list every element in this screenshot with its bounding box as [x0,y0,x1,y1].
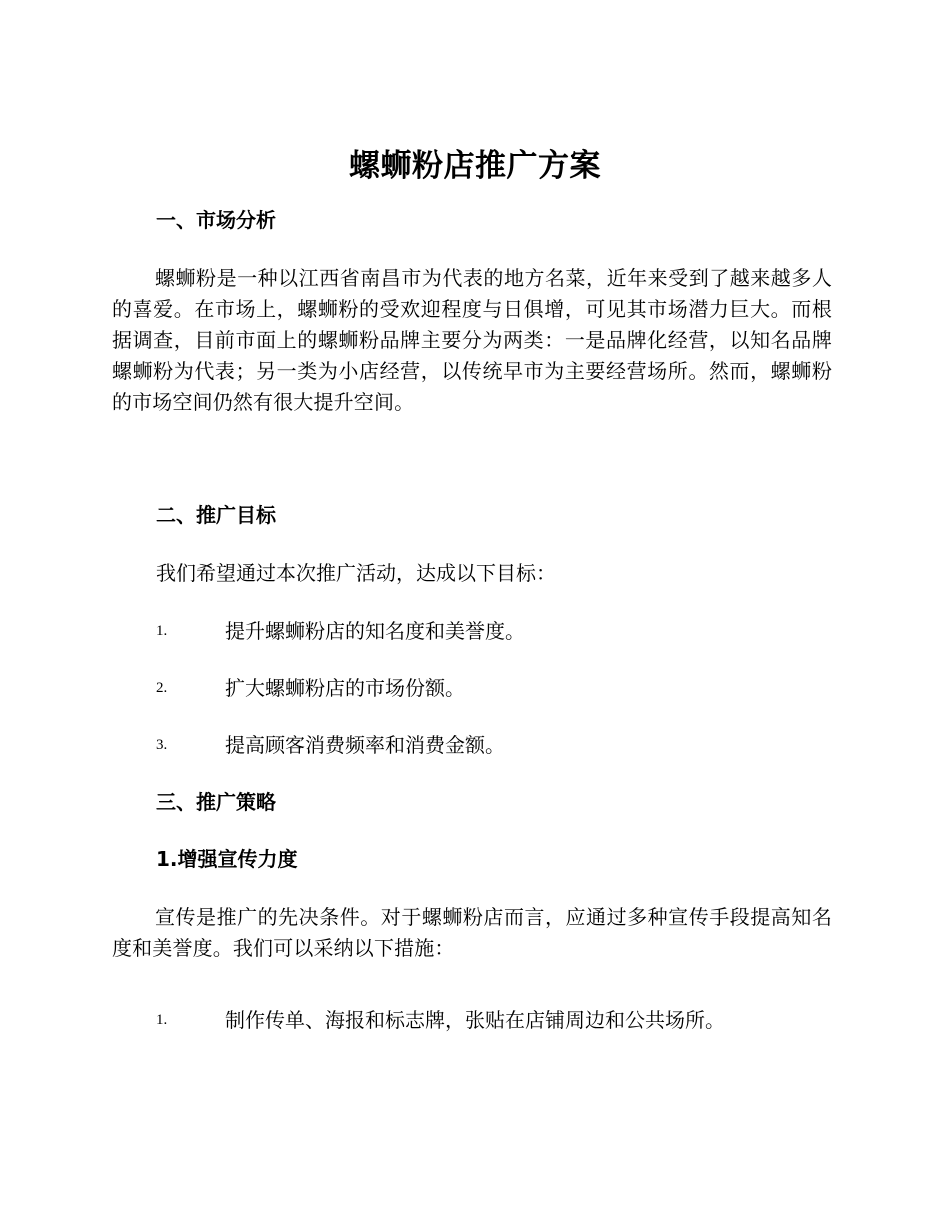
subheading-publicity: 1.增强宣传力度 [156,847,298,871]
list-text: 扩大螺蛳粉店的市场份额。 [225,676,465,700]
list-text: 提升螺蛳粉店的知名度和美誉度。 [225,619,525,643]
goal-list-item [156,730,836,760]
list-number: 2. [156,680,168,696]
list-text: 提高顾客消费频率和消费金额。 [225,733,505,757]
goal-list-item [156,616,836,646]
list-number: 3. [156,737,168,753]
market-analysis-paragraph: 螺蛳粉是一种以江西省南昌市为代表的地方名菜，近年来受到了越来越多人的喜爱。在市场上，螺蛳粉的受欢迎程度与日俱增，可见其市场潜力巨大。而根据调查，目前市面上的螺蛳粉品牌主要分为两类：一是品牌化经营，以知名品牌螺蛳粉为代表；另一类为小店经营，以传统早市为主要经营场所。然而，螺蛳粉的市场空间仍然有很大提升空间。 [112,266,832,414]
section-heading-strategy: 三、推广策略 [156,790,276,814]
strategy-list-item [156,1005,836,1035]
strategy-paragraph: 宣传是推广的先决条件。对于螺蛳粉店而言，应通过多种宣传手段提高知名度和美誉度。我们可以采纳以下措施： [112,905,832,960]
section-heading-market-analysis: 一、市场分析 [156,208,276,232]
section-heading-goals: 二、推广目标 [156,503,276,527]
list-number: 1. [156,1012,168,1028]
list-text: 制作传单、海报和标志牌，张贴在店铺周边和公共场所。 [225,1008,725,1032]
goals-intro: 我们希望通过本次推广活动，达成以下目标： [156,561,556,585]
list-number: 1. [156,623,168,639]
document-title: 螺蛳粉店推广方案 [349,148,601,184]
goal-list-item [156,673,836,703]
